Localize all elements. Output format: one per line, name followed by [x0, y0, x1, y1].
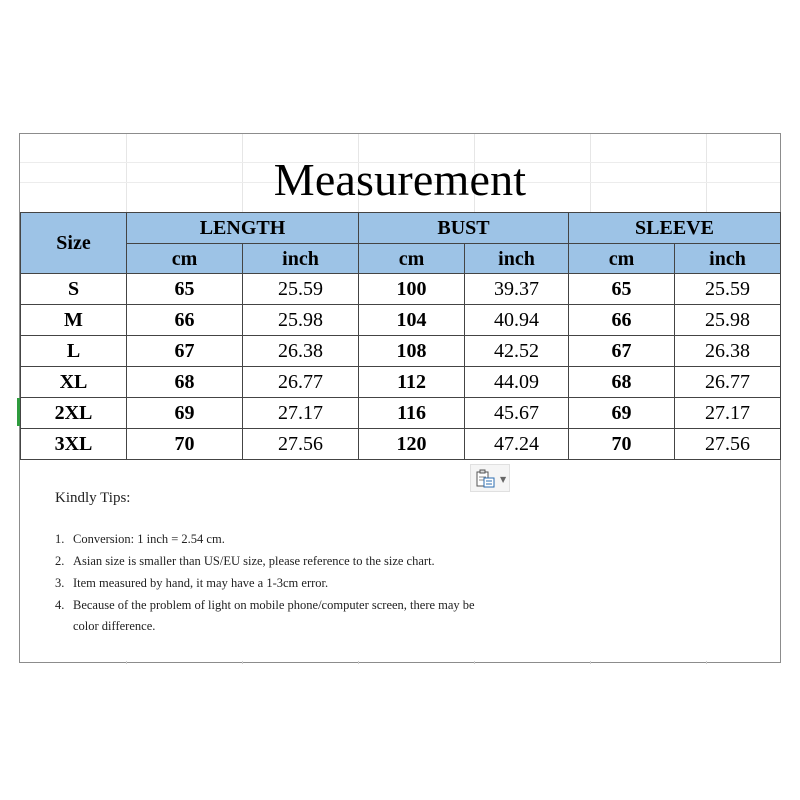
size-cell[interactable]: L — [21, 336, 127, 367]
tip-text: Asian size is smaller than US/EU size, please reference to the size chart. — [73, 554, 435, 568]
table-row — [21, 429, 781, 460]
length-inch-cell[interactable]: 25.59 — [243, 274, 359, 305]
length-inch-cell[interactable]: 26.38 — [243, 336, 359, 367]
sleeve-inch-cell[interactable]: 26.77 — [675, 367, 781, 398]
bust-header: BUST — [359, 213, 569, 244]
length-inch-cell[interactable]: 27.56 — [243, 429, 359, 460]
sleeve-cm-cell[interactable]: 68 — [569, 367, 675, 398]
paste-options-icon — [475, 469, 497, 489]
sleeve-inch-cell[interactable]: 25.98 — [675, 305, 781, 336]
list-number: 2. — [55, 554, 65, 568]
size-chart-table — [20, 212, 781, 460]
list-number: 3. — [55, 576, 65, 590]
tips-section — [55, 488, 495, 637]
size-cell[interactable]: M — [21, 305, 127, 336]
bust-inch-cell[interactable]: 42.52 — [465, 336, 569, 367]
length-inch-cell[interactable]: 25.98 — [243, 305, 359, 336]
tip-text: Because of the problem of light on mobile phone/computer screen, there may be — [73, 598, 475, 612]
table-row — [21, 274, 781, 305]
length-inch-cell[interactable]: 26.77 — [243, 367, 359, 398]
grid-line — [242, 661, 243, 664]
bust-cm-cell[interactable]: 104 — [359, 305, 465, 336]
bust-inch-cell[interactable]: 39.37 — [465, 274, 569, 305]
unit-header-cm: cm — [569, 244, 675, 274]
list-item — [55, 528, 495, 550]
length-cm-cell[interactable]: 69 — [127, 398, 243, 429]
size-cell[interactable]: 2XL — [21, 398, 127, 429]
list-item — [55, 572, 495, 594]
sleeve-cm-cell[interactable]: 65 — [569, 274, 675, 305]
unit-header-cm: cm — [359, 244, 465, 274]
length-header: LENGTH — [127, 213, 359, 244]
unit-header-inch: inch — [465, 244, 569, 274]
grid-line — [126, 661, 127, 664]
list-item — [55, 550, 495, 572]
table-row — [21, 305, 781, 336]
bust-cm-cell[interactable]: 100 — [359, 274, 465, 305]
list-number: 1. — [55, 532, 65, 546]
row-selection-marker — [17, 398, 20, 426]
sleeve-cm-cell[interactable]: 67 — [569, 336, 675, 367]
length-cm-cell[interactable]: 65 — [127, 274, 243, 305]
size-header: Size — [21, 213, 127, 274]
page-title: Measurement — [273, 154, 527, 205]
size-cell[interactable]: XL — [21, 367, 127, 398]
table-row — [21, 398, 781, 429]
sleeve-inch-cell[interactable]: 27.17 — [675, 398, 781, 429]
bust-inch-cell[interactable]: 44.09 — [465, 367, 569, 398]
tip-text: Conversion: 1 inch = 2.54 cm. — [73, 532, 225, 546]
table-row — [21, 367, 781, 398]
length-cm-cell[interactable]: 68 — [127, 367, 243, 398]
sleeve-cm-cell[interactable]: 69 — [569, 398, 675, 429]
length-cm-cell[interactable]: 66 — [127, 305, 243, 336]
length-cm-cell[interactable]: 70 — [127, 429, 243, 460]
grid-line — [474, 661, 475, 664]
length-cm-cell[interactable]: 67 — [127, 336, 243, 367]
tips-title: Kindly Tips: — [55, 490, 131, 506]
grid-line — [590, 661, 591, 664]
grid-line — [358, 661, 359, 664]
size-cell[interactable]: S — [21, 274, 127, 305]
table-row — [21, 336, 781, 367]
unit-header-cm: cm — [127, 244, 243, 274]
bust-cm-cell[interactable]: 112 — [359, 367, 465, 398]
bust-cm-cell[interactable]: 108 — [359, 336, 465, 367]
sleeve-header: SLEEVE — [569, 213, 781, 244]
bust-cm-cell[interactable]: 120 — [359, 429, 465, 460]
bust-cm-cell[interactable]: 116 — [359, 398, 465, 429]
chevron-down-icon: ▼ — [500, 475, 507, 484]
tip-text: Item measured by hand, it may have a 1-3cm error. — [73, 576, 329, 590]
unit-header-inch: inch — [675, 244, 781, 274]
length-inch-cell[interactable]: 27.17 — [243, 398, 359, 429]
list-item — [55, 594, 495, 637]
sleeve-inch-cell[interactable]: 26.38 — [675, 336, 781, 367]
grid-line — [706, 661, 707, 664]
sleeve-inch-cell[interactable]: 25.59 — [675, 274, 781, 305]
tips-list — [55, 528, 495, 637]
sleeve-inch-cell[interactable]: 27.56 — [675, 429, 781, 460]
tip-text-continued: color difference. — [73, 619, 156, 633]
size-cell[interactable]: 3XL — [21, 429, 127, 460]
sleeve-cm-cell[interactable]: 66 — [569, 305, 675, 336]
bust-inch-cell[interactable]: 40.94 — [465, 305, 569, 336]
bust-inch-cell[interactable]: 47.24 — [465, 429, 569, 460]
unit-header-inch: inch — [243, 244, 359, 274]
bust-inch-cell[interactable]: 45.67 — [465, 398, 569, 429]
list-number: 4. — [55, 598, 65, 612]
sleeve-cm-cell[interactable]: 70 — [569, 429, 675, 460]
